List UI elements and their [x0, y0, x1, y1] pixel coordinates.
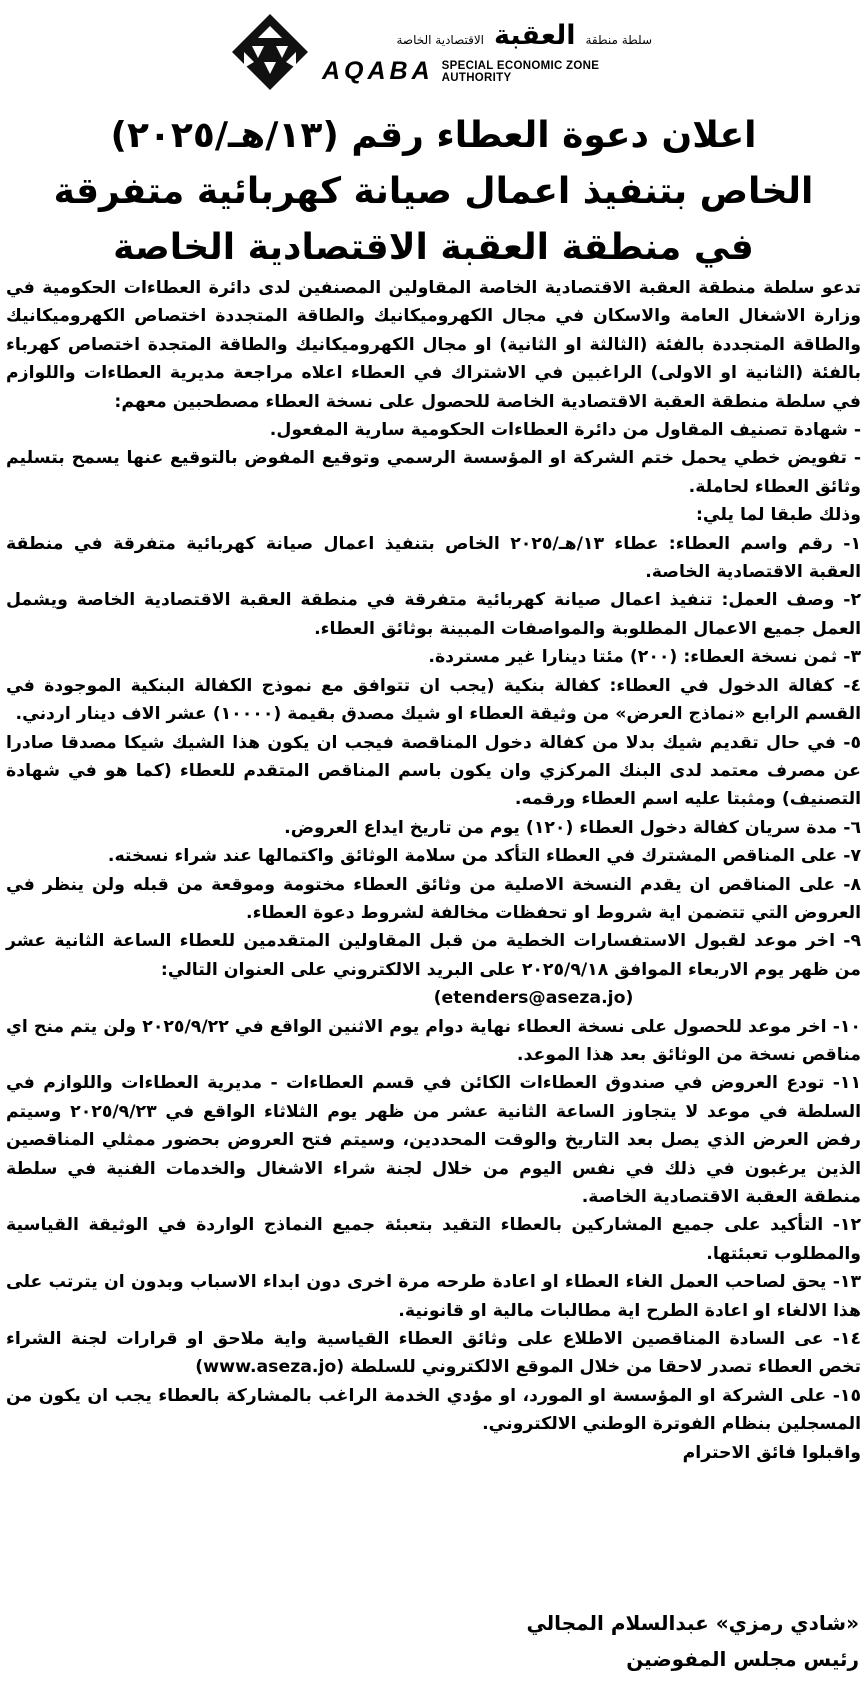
condition-item-10: ١٠- اخر موعد للحصول على نسخة العطاء نهاية دوام يوم الاثنين الواقع في ٢٠٢٥/٩/٢٢ ولن يتم منح اي مناقص نسخة من الوثائق بعد هذا الموعد. — [6, 1016, 861, 1065]
closing-greeting: واقبلوا فائق الاحترام — [682, 1442, 861, 1463]
announcement-title — [0, 108, 867, 276]
logo-arabic-line — [322, 20, 652, 51]
condition-item-1: ١- رقم واسم العطاء: عطاء ١٣/هـ/٢٠٢٥ الخاص بتنفيذ اعمال صيانة كهربائية متفرقة في منطقة العقبة الاقتصادية الخاصة. — [6, 533, 861, 583]
signatory-name: «شادي رمزي» عبدالسلام المجالي — [526, 1611, 859, 1635]
condition-item-11: ١١- تودع العروض في صندوق العطاءات الكائن في قسم العطاءات - مديرية العطاءات واللوازم في السلطة في موعد لا يتجاوز الساعة الثانية عشر من ظهر يوم الثلاثاء الواقع في ٢٠٢٥/٩/٢٣ وسيتم رفض العرض الذي يصل بعد التاريخ والوقت المحددين، وسيتم فتح العروض بحضور ممثلي المناقصين الذين يرغبون في ذلك في نفس اليوم من خلال لجنة شراء الاشغال والخدمات الفنية في سلطة منطقة العقبة الاقتصادية الخاصة. — [6, 1073, 861, 1207]
condition-item-14: ١٤- عى السادة المناقصين الاطلاع على وثائق العطاء القياسية واية ملاحق او قرارات لجنة الشراء تخص العطاء تصدر لاحقا من خلال الموقع الالكتروني للسلطة (www.aseza.jo) — [6, 1329, 861, 1378]
condition-item-8: ٨- على المناقص ان يقدم النسخة الاصلية من وثائق العطاء مختومة وموقعة من قبله ولن ينظر في العروض التي تتضمن اية شروط او تحفظات مخالفة لشروط دعوة العطاء. — [6, 874, 861, 923]
contact-email-link[interactable]: (etenders@aseza.jo) — [433, 988, 634, 1009]
condition-item-6: ٦- مدة سريان كفالة دخول العطاء (١٢٠) يوم من تاريخ ايداع العروض. — [284, 817, 861, 838]
condition-item-15: ١٥- على الشركة او المؤسسة او المورد، او مؤدي الخدمة الراغب بالمشاركة بالعطاء يجب ان يكون من المسجلين بنظام الفوترة الوطني الالكتروني. — [6, 1385, 861, 1435]
logo-arabic-prefix: سلطة منطقة — [585, 33, 652, 47]
logo-arabic-main: العقبة — [494, 20, 576, 51]
title-line-2: الخاص بتنفيذ اعمال صيانة كهربائية متفرقة — [53, 171, 814, 212]
condition-item-2: ٢- وصف العمل: تنفيذ اعمال صيانة كهربائية متفرقة في منطقة العقبة الاقتصادية الخاصة ويشمل العمل جميع الاعمال المطلوبة والمواصفات المبينة بوثائق العطاء. — [6, 590, 861, 639]
title-line-3: في منطقة العقبة الاقتصادية الخاصة — [113, 227, 754, 268]
authority-header — [230, 12, 650, 102]
condition-item-7: ٧- على المناقص المشترك في العطاء التأكد من سلامة الوثائق واكتمالها عند شراء نسخته. — [107, 846, 861, 867]
requirement-item: - شهادة تصنيف المقاول من دائرة العطاءات الحكومية سارية المفعول. — [269, 420, 861, 441]
logo-text-block — [322, 20, 652, 86]
announcement-body — [6, 274, 861, 1467]
as-follows-label: وذلك طبقا لما يلي: — [696, 505, 861, 526]
condition-item-4: ٤- كفالة الدخول في العطاء: كفالة بنكية (يجب ان تتوافق مع نموذج الكفالة البنكية الموجودة في القسم الرابع «نماذج العرض» من وثيقة العطاء او شيك مصدق بقيمة (١٠٠٠٠) عشر الاف دينار اردني. — [6, 675, 861, 725]
condition-item-12: ١٢- التأكيد على جميع المشاركين بالعطاء التقيد بتعبئة جميع النماذج الواردة في الوثيقة القياسية والمطلوب تعبئتها. — [6, 1215, 861, 1264]
signatory-position: رئيس مجلس المفوضين — [626, 1647, 859, 1671]
aqaba-triangle-logo-icon — [230, 12, 310, 92]
condition-item-5: ٥- في حال تقديم شيك بدلا من كفالة دخول المناقصة فيجب ان يكون هذا الشيك شيكا مصدقا صادرا عن مصرف معتمد لدى البنك المركزي وان يكون باسم المناقص المتقدم للعطاء (كما هو في شهادة التصنيف) ومثبتا عليه اسم العطاء ورقمه. — [6, 732, 861, 810]
logo-arabic-suffix: الاقتصادية الخاصة — [396, 33, 485, 47]
logo-brand-en: AQABA — [322, 57, 434, 85]
logo-authority-en: SPECIAL ECONOMIC ZONE AUTHORITY — [441, 59, 600, 84]
title-line-1: اعلان دعوة العطاء رقم (١٣/هـ/٢٠٢٥) — [110, 115, 757, 156]
intro-paragraph: تدعو سلطة منطقة العقبة الاقتصادية الخاصة المقاولين المصنفين لدى دائرة العطاءات الحكومية في وزارة الاشغال العامة والاسكان في مجال الكهروميكانيك والطاقة المتجددة اختصاص الكهروميكانيك والطاقة المتجددة بالفئة (الثالثة او الثانية) او مجال الكهروميكانيك والطاقة المتجدة اختصاص كهرباء بالفئة (الثانية او الاولى) الراغبين في الاشتراك في العطاء اعلاه مراجعة مديرية العطاءات واللوازم في سلطة منطقة العقبة الاقتصادية الخاصة للحصول على نسخة العطاء مصطحبين معهم: — [6, 278, 861, 412]
signature-block — [526, 1605, 859, 1677]
requirement-item: - تفويض خطي يحمل ختم الشركة او المؤسسة الرسمي وتوقيع المفوض بالتوقيع عنها يسمح بتسليم وثائق العطاء لحاملة. — [6, 448, 861, 497]
condition-item-3: ٣- ثمن نسخة العطاء: (٢٠٠) مئتا دينارا غير مستردة. — [428, 647, 861, 668]
condition-item-13: ١٣- يحق لصاحب العمل الغاء العطاء او اعادة طرحه مرة اخرى دون ابداء الاسباب وبدون ان يترتب على هذا الالغاء او اعادة الطرح اية مطالبات مالية او قانونية. — [6, 1272, 861, 1321]
condition-item-9: ٩- اخر موعد لقبول الاستفسارات الخطية من قبل المقاولين المتقدمين للعطاء الساعة الثانية عشر من ظهر يوم الاربعاء الموافق ٢٠٢٥/٩/١٨ على البريد الالكتروني على العنوان التالي: — [6, 931, 861, 980]
logo-english-line — [322, 57, 652, 86]
